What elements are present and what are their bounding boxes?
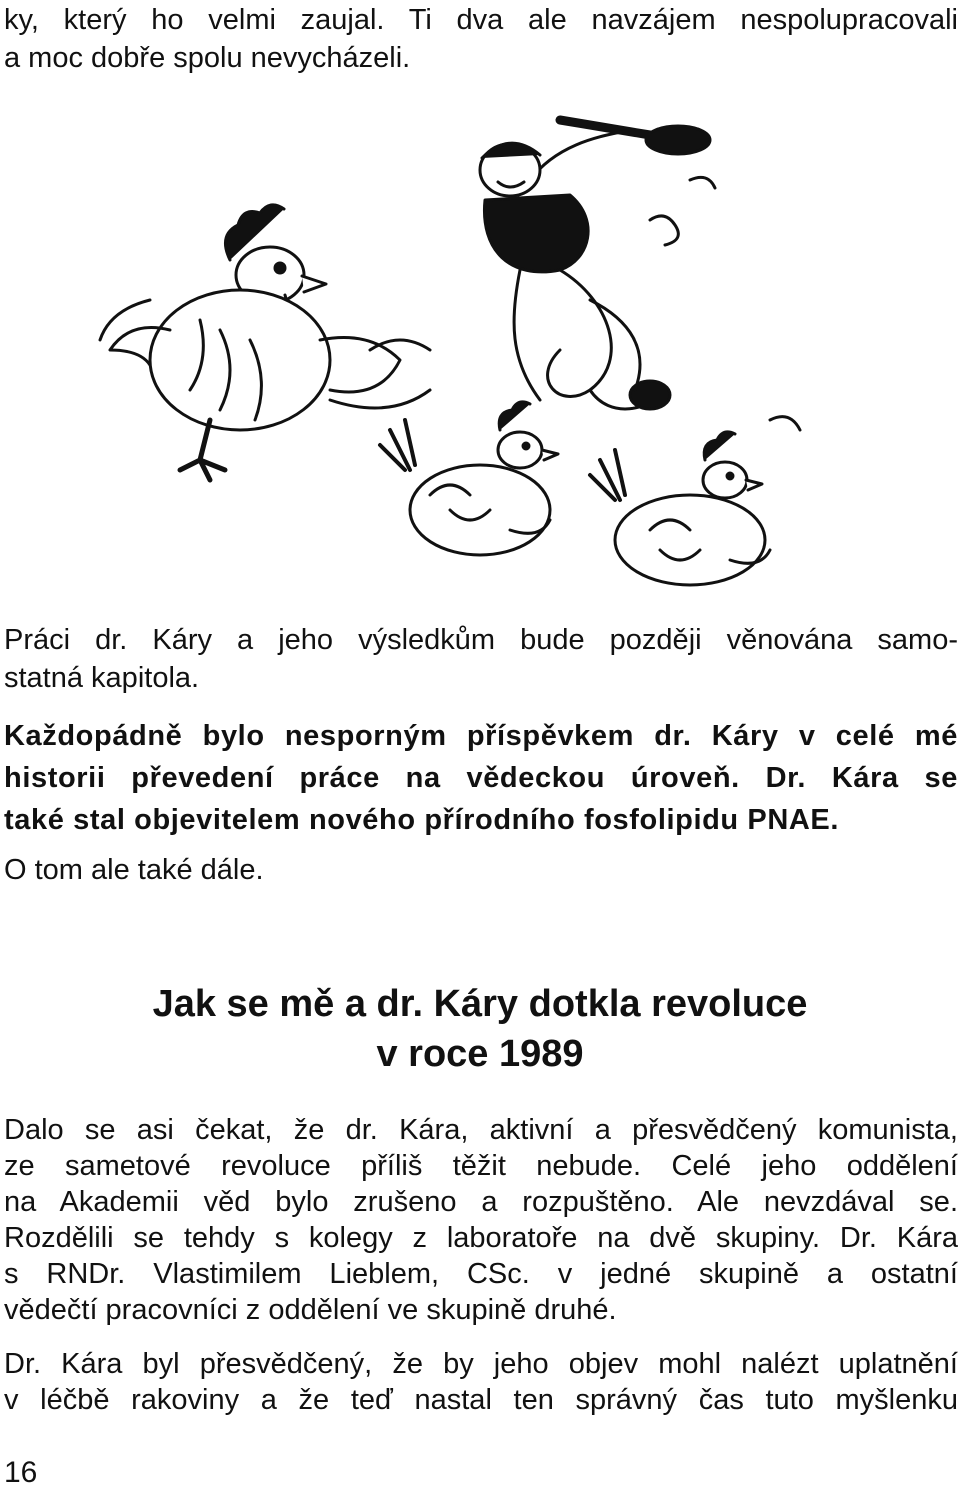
section-heading: v roce 1989: [376, 1033, 584, 1075]
man-figure: [480, 120, 715, 409]
text-line-bold: Každopádně bylo nesporným příspěvkem dr. Káry v celé mé: [4, 720, 958, 752]
text-line: statná kapitola.: [4, 662, 200, 694]
text-line: Dalo se asi čekat, že dr. Kára, aktivní a přesvědčený komunista,: [4, 1114, 958, 1146]
text-line: Rozdělili se tehdy s kolegy z laboratoře na dvě skupiny. Dr. Kára: [4, 1222, 958, 1254]
chicken-three: [590, 417, 800, 585]
section-heading: Jak se mě a dr. Káry dotkla revoluce: [152, 983, 808, 1025]
text-line: a moc dobře spolu nevycházeli.: [4, 42, 411, 74]
text-line: s RNDr. Vlastimilem Lieblem, CSc. v jedné skupině a ostatní: [4, 1258, 958, 1290]
page-number: 16: [4, 1456, 38, 1489]
text-line: vědečtí pracovníci z oddělení ve skupině druhé.: [4, 1294, 617, 1326]
text-line: v léčbě rakoviny a že teď nastal ten správný čas tuto myšlenku: [4, 1384, 958, 1416]
text-line: Dr. Kára byl přesvědčený, že by jeho objev mohl nalézt uplatnění: [4, 1348, 958, 1380]
cartoon-illustration: [90, 100, 890, 600]
text-line: ze sametové revoluce příliš těžit nebude. Celé jeho oddělení: [4, 1150, 958, 1182]
text-line: na Akademii věd bylo zrušeno a rozpuštěno. Ale nevzdával se.: [4, 1186, 958, 1218]
chicken-two: [380, 402, 558, 555]
text-line-bold: historii převedení práce na vědeckou úroveň. Dr. Kára se: [4, 762, 958, 794]
text-line: ky, který ho velmi zaujal. Ti dva ale navzájem nespolupracovali: [4, 4, 958, 36]
text-line: O tom ale také dále.: [4, 854, 264, 886]
text-line: Práci dr. Káry a jeho výsledkům bude později věnována samo-: [4, 624, 958, 656]
big-chicken: [100, 205, 430, 480]
text-line-bold: také stal objevitelem nového přírodního fosfolipidu PNAE.: [4, 804, 840, 836]
